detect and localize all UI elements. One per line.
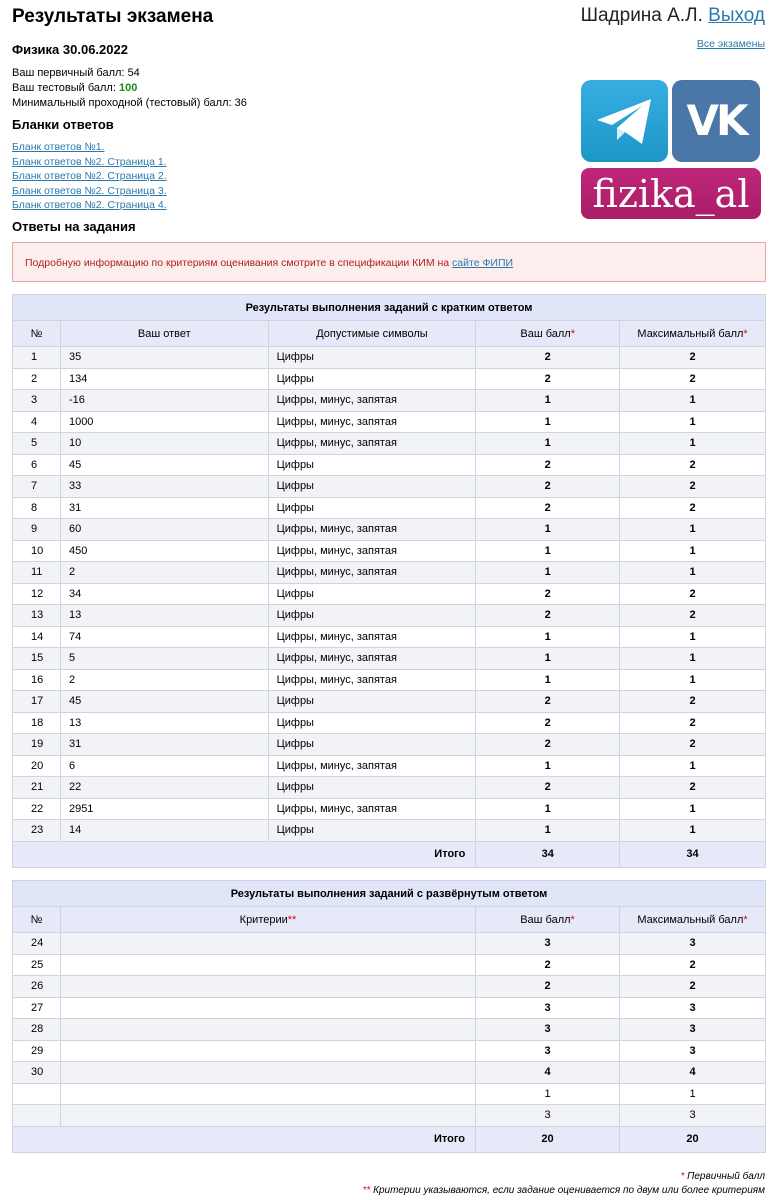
your-answer-cell: 10 (60, 433, 268, 455)
max-score-cell: 1 (620, 540, 766, 562)
task-num-cell (13, 1083, 61, 1105)
max-score-cell: 2 (620, 605, 766, 627)
footer-notes (363, 1170, 765, 1198)
allowed-symbols-cell: Цифры, минус, запятая (268, 540, 476, 562)
criteria-cell (61, 976, 476, 998)
your-score-cell: 2 (476, 368, 620, 390)
long-total-label: Итого (13, 1126, 476, 1152)
your-score-cell: 1 (476, 390, 620, 412)
allowed-symbols-cell: Цифры, минус, запятая (268, 648, 476, 670)
table-row (13, 1105, 766, 1127)
task-num-cell: 8 (13, 497, 61, 519)
task-num-cell: 23 (13, 820, 61, 842)
max-score-cell: 2 (620, 454, 766, 476)
your-score-cell: 2 (476, 712, 620, 734)
long-col-header-num: № (13, 907, 61, 933)
task-num-cell: 18 (13, 712, 61, 734)
your-score-cell: 2 (476, 777, 620, 799)
test-score-line (12, 81, 247, 96)
long-table-header-row (13, 907, 766, 933)
max-score-cell: 3 (620, 997, 766, 1019)
your-score-cell: 2 (476, 691, 620, 713)
task-num-cell: 25 (13, 954, 61, 976)
your-answer-cell: 13 (60, 605, 268, 627)
table-row (13, 368, 766, 390)
task-num-cell: 20 (13, 755, 61, 777)
blanks-heading: Бланки ответов (12, 117, 114, 132)
long-total-score: 20 (476, 1126, 620, 1152)
table-row (13, 820, 766, 842)
your-answer-cell: 1000 (60, 411, 268, 433)
table-row (13, 648, 766, 670)
task-num-cell: 21 (13, 777, 61, 799)
your-score-cell: 2 (476, 347, 620, 369)
task-num-cell: 1 (13, 347, 61, 369)
table-row (13, 1083, 766, 1105)
task-num-cell: 19 (13, 734, 61, 756)
test-score-value: 100 (118, 82, 138, 94)
your-score-cell: 1 (476, 540, 620, 562)
long-table-total-row (13, 1126, 766, 1152)
vk-icon[interactable] (672, 80, 760, 162)
max-score-cell: 2 (620, 954, 766, 976)
max-score-cell: 1 (620, 390, 766, 412)
long-col-header-score: Ваш балл* (476, 907, 620, 933)
criteria-cell (61, 1040, 476, 1062)
your-score-cell: 2 (476, 605, 620, 627)
table-row (13, 562, 766, 584)
blank-link-2-page-3[interactable]: Бланк ответов №2. Страница 3. (12, 184, 167, 197)
table-row (13, 1040, 766, 1062)
primary-score-value: 54 (127, 67, 140, 79)
your-answer-cell: 450 (60, 540, 268, 562)
task-num-cell: 24 (13, 933, 61, 955)
task-num-cell: 12 (13, 583, 61, 605)
your-score-cell: 3 (476, 1105, 620, 1127)
table-row (13, 454, 766, 476)
test-score-label: Ваш тестовый балл: (12, 82, 116, 94)
allowed-symbols-cell: Цифры (268, 476, 476, 498)
allowed-symbols-cell: Цифры, минус, запятая (268, 519, 476, 541)
allowed-symbols-cell: Цифры (268, 734, 476, 756)
table-row (13, 755, 766, 777)
task-num-cell: 11 (13, 562, 61, 584)
allowed-symbols-cell: Цифры (268, 691, 476, 713)
long-table-caption-row (13, 881, 766, 907)
allowed-symbols-cell: Цифры (268, 454, 476, 476)
criteria-cell (61, 933, 476, 955)
allowed-symbols-cell: Цифры (268, 368, 476, 390)
task-num-cell: 13 (13, 605, 61, 627)
your-answer-cell: 13 (60, 712, 268, 734)
table-row (13, 997, 766, 1019)
allowed-symbols-cell: Цифры, минус, запятая (268, 411, 476, 433)
your-answer-cell: 35 (60, 347, 268, 369)
task-num-cell: 10 (13, 540, 61, 562)
long-answer-table (12, 880, 766, 1153)
your-score-cell: 3 (476, 997, 620, 1019)
long-col-header-score-label: Ваш балл (520, 913, 571, 926)
table-row (13, 411, 766, 433)
allowed-symbols-cell: Цифры (268, 605, 476, 627)
your-score-cell: 1 (476, 820, 620, 842)
table-row (13, 976, 766, 998)
your-score-cell: 3 (476, 1019, 620, 1041)
table-row (13, 669, 766, 691)
max-score-cell: 1 (620, 433, 766, 455)
allowed-symbols-cell: Цифры (268, 347, 476, 369)
your-score-cell: 2 (476, 497, 620, 519)
task-num-cell: 4 (13, 411, 61, 433)
allowed-symbols-cell: Цифры (268, 497, 476, 519)
max-score-cell: 1 (620, 411, 766, 433)
criteria-cell (61, 1105, 476, 1127)
task-num-cell: 14 (13, 626, 61, 648)
min-score-line (12, 96, 247, 111)
allowed-symbols-cell: Цифры, минус, запятая (268, 390, 476, 412)
allowed-symbols-cell: Цифры, минус, запятая (268, 798, 476, 820)
table-row (13, 583, 766, 605)
your-score-cell: 1 (476, 433, 620, 455)
your-answer-cell: 2951 (60, 798, 268, 820)
task-num-cell: 2 (13, 368, 61, 390)
footer-criteria-note-line: ** Критерии указываются, если задание оценивается по двум или более критериям (362, 1185, 765, 1196)
max-score-cell: 2 (620, 347, 766, 369)
max-score-cell: 3 (620, 1105, 766, 1127)
score-summary (12, 66, 247, 111)
your-answer-cell: 22 (60, 777, 268, 799)
criteria-cell (61, 1083, 476, 1105)
task-num-cell (13, 1105, 61, 1127)
your-answer-cell: 134 (60, 368, 268, 390)
allowed-symbols-cell: Цифры, минус, запятая (268, 433, 476, 455)
table-row (13, 1062, 766, 1084)
max-score-cell: 2 (620, 712, 766, 734)
table-row (13, 433, 766, 455)
max-score-cell: 1 (620, 648, 766, 670)
max-score-cell: 1 (620, 798, 766, 820)
your-answer-cell: 14 (60, 820, 268, 842)
your-score-cell: 2 (476, 583, 620, 605)
fizika-al-logo[interactable] (581, 168, 761, 219)
table-row (13, 734, 766, 756)
max-score-cell: 1 (620, 562, 766, 584)
notice-text: Подробную информацию по критериям оценивания смотрите в спецификации КИМ на (25, 257, 450, 269)
col-header-max: Максимальный балл* (620, 321, 766, 347)
task-num-cell: 30 (13, 1062, 61, 1084)
telegram-plane-icon (581, 80, 668, 162)
table-row (13, 954, 766, 976)
short-answer-table (12, 294, 766, 868)
max-score-cell: 2 (620, 691, 766, 713)
blank-links-list (12, 140, 167, 213)
criteria-notice (12, 242, 766, 282)
short-table-caption-row (13, 295, 766, 321)
max-score-cell: 4 (620, 1062, 766, 1084)
your-score-cell: 2 (476, 476, 620, 498)
max-score-cell: 2 (620, 583, 766, 605)
short-total-score: 34 (476, 841, 620, 867)
fizika-al-logo-text: fizika_al (592, 172, 750, 216)
criteria-cell (61, 1019, 476, 1041)
allowed-symbols-cell: Цифры, минус, запятая (268, 755, 476, 777)
your-answer-cell: 45 (60, 454, 268, 476)
col-header-score-label: Ваш балл (520, 327, 571, 340)
table-row (13, 933, 766, 955)
table-row (13, 1019, 766, 1041)
short-total-label: Итого (13, 841, 476, 867)
col-header-num: № (13, 321, 61, 347)
max-score-cell: 3 (620, 1040, 766, 1062)
all-exams-link[interactable]: Все экзамены (696, 38, 765, 50)
vk-logo-text: VK (686, 96, 746, 145)
allowed-symbols-cell: Цифры, минус, запятая (268, 669, 476, 691)
your-score-cell: 2 (476, 454, 620, 476)
telegram-icon[interactable] (581, 80, 668, 162)
criteria-cell (61, 1062, 476, 1084)
your-score-cell: 1 (476, 411, 620, 433)
your-answer-cell: 31 (60, 497, 268, 519)
short-table-body (13, 347, 766, 842)
max-score-cell: 1 (620, 1083, 766, 1105)
max-score-cell: 2 (620, 368, 766, 390)
max-score-cell: 1 (620, 755, 766, 777)
table-row (13, 519, 766, 541)
exam-title: Физика 30.06.2022 (12, 42, 128, 57)
short-table-total-row (13, 841, 766, 867)
col-header-score: Ваш балл* (476, 321, 620, 347)
max-score-cell: 2 (620, 476, 766, 498)
task-num-cell: 3 (13, 390, 61, 412)
allowed-symbols-cell: Цифры (268, 820, 476, 842)
your-answer-cell: 34 (60, 583, 268, 605)
short-total-max: 34 (620, 841, 766, 867)
max-score-cell: 2 (620, 497, 766, 519)
max-score-cell: 3 (620, 933, 766, 955)
table-row (13, 390, 766, 412)
max-score-cell: 1 (620, 626, 766, 648)
logout-link[interactable]: Выход (708, 5, 765, 26)
task-num-cell: 17 (13, 691, 61, 713)
max-score-cell: 2 (620, 777, 766, 799)
criteria-cell (61, 954, 476, 976)
long-col-header-criteria: Критерии** (61, 907, 476, 933)
task-num-cell: 6 (13, 454, 61, 476)
max-score-cell: 2 (620, 976, 766, 998)
your-score-cell: 2 (476, 976, 620, 998)
footer-criteria-note: Критерии указываются, если задание оценивается по двум или более критериям (373, 1185, 765, 1196)
long-table-body (13, 933, 766, 1127)
user-name: Шадрина А.Л. (580, 5, 703, 26)
table-row (13, 497, 766, 519)
col-header-answer: Ваш ответ (60, 321, 268, 347)
your-answer-cell: 74 (60, 626, 268, 648)
task-num-cell: 28 (13, 1019, 61, 1041)
your-score-cell: 1 (476, 626, 620, 648)
your-score-cell: 1 (476, 755, 620, 777)
your-score-cell: 3 (476, 933, 620, 955)
footer-primary-note-line: * Первичный балл (680, 1171, 765, 1182)
your-answer-cell: 33 (60, 476, 268, 498)
your-score-cell: 1 (476, 669, 620, 691)
user-bar (581, 5, 765, 27)
table-row (13, 777, 766, 799)
task-num-cell: 5 (13, 433, 61, 455)
task-num-cell: 7 (13, 476, 61, 498)
task-num-cell: 9 (13, 519, 61, 541)
answers-heading: Ответы на задания (12, 219, 136, 234)
table-row (13, 347, 766, 369)
blank-link-1[interactable]: Бланк ответов №1. (12, 141, 105, 153)
footer-primary-note: Первичный балл (687, 1171, 765, 1182)
long-col-header-max: Максимальный балл* (620, 907, 766, 933)
allowed-symbols-cell: Цифры (268, 712, 476, 734)
your-answer-cell: 60 (60, 519, 268, 541)
task-num-cell: 15 (13, 648, 61, 670)
your-score-cell: 2 (476, 954, 620, 976)
your-answer-cell: -16 (60, 390, 268, 412)
task-num-cell: 27 (13, 997, 61, 1019)
your-score-cell: 4 (476, 1062, 620, 1084)
task-num-cell: 22 (13, 798, 61, 820)
primary-score-line (12, 66, 247, 81)
table-row (13, 476, 766, 498)
max-score-cell: 1 (620, 820, 766, 842)
max-score-cell: 3 (620, 1019, 766, 1041)
table-row (13, 540, 766, 562)
long-col-header-criteria-label: Критерии (239, 913, 288, 926)
long-col-header-max-label: Максимальный балл (637, 913, 744, 926)
blank-link-2-page-4[interactable]: Бланк ответов №2. Страница 4. (12, 199, 167, 211)
page-title: Результаты экзамена (12, 6, 214, 27)
max-score-cell: 1 (620, 669, 766, 691)
allowed-symbols-cell: Цифры, минус, запятая (268, 626, 476, 648)
table-row (13, 605, 766, 627)
task-num-cell: 26 (13, 976, 61, 998)
table-row (13, 626, 766, 648)
your-score-cell: 1 (476, 519, 620, 541)
long-total-max: 20 (620, 1126, 766, 1152)
max-score-cell: 1 (620, 519, 766, 541)
fipi-link[interactable]: сайте ФИПИ (452, 257, 514, 269)
col-header-max-label: Максимальный балл (637, 327, 744, 340)
your-score-cell: 1 (476, 648, 620, 670)
your-score-cell: 2 (476, 734, 620, 756)
your-answer-cell: 45 (60, 691, 268, 713)
max-score-cell: 2 (620, 734, 766, 756)
blank-link-2-page-1[interactable]: Бланк ответов №2. Страница 1. (12, 155, 167, 168)
your-answer-cell: 2 (60, 669, 268, 691)
allowed-symbols-cell: Цифры (268, 583, 476, 605)
blank-link-2-page-2[interactable]: Бланк ответов №2. Страница 2. (12, 170, 167, 182)
table-row (13, 691, 766, 713)
table-row (13, 712, 766, 734)
primary-score-label: Ваш первичный балл: (12, 67, 125, 79)
min-score-value: 36 (234, 97, 247, 109)
your-score-cell: 3 (476, 1040, 620, 1062)
long-table-caption: Результаты выполнения заданий с развёрнутым ответом (13, 881, 766, 907)
allowed-symbols-cell: Цифры (268, 777, 476, 799)
short-table-header-row (13, 321, 766, 347)
your-answer-cell: 31 (60, 734, 268, 756)
your-score-cell: 1 (476, 562, 620, 584)
task-num-cell: 16 (13, 669, 61, 691)
table-row (13, 798, 766, 820)
min-score-label: Минимальный проходной (тестовый) балл: (12, 97, 232, 109)
your-answer-cell: 2 (60, 562, 268, 584)
allowed-symbols-cell: Цифры, минус, запятая (268, 562, 476, 584)
your-score-cell: 1 (476, 1083, 620, 1105)
your-score-cell: 1 (476, 798, 620, 820)
your-answer-cell: 5 (60, 648, 268, 670)
col-header-symbols: Допустимые символы (268, 321, 476, 347)
task-num-cell: 29 (13, 1040, 61, 1062)
short-table-caption: Результаты выполнения заданий с кратким ответом (13, 295, 766, 321)
your-answer-cell: 6 (60, 755, 268, 777)
criteria-cell (61, 997, 476, 1019)
